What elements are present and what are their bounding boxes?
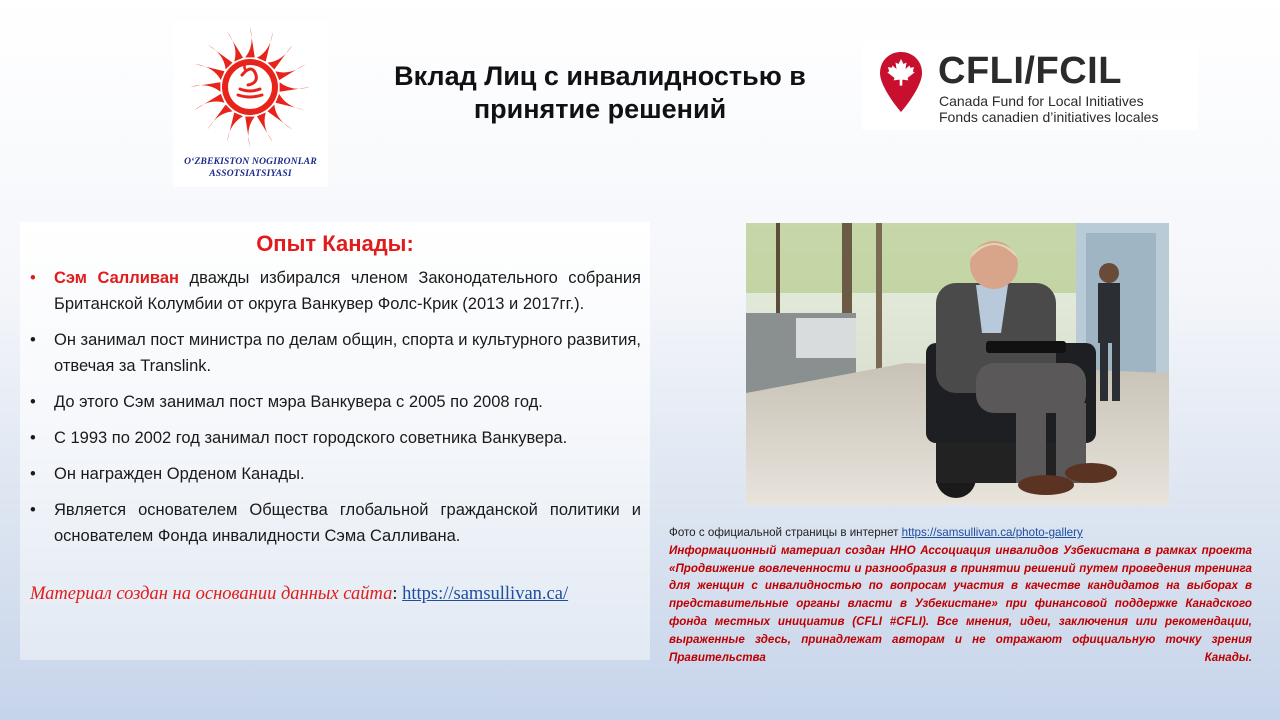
source-colon: :	[392, 584, 403, 604]
bullet-item	[28, 265, 641, 317]
bullet-text: Является основателем Общества глобальной гражданской политики и основателем Фонда инвалидности Сэма Салливана.	[54, 501, 641, 545]
sun-emblem-icon	[173, 21, 328, 161]
canada-experience-textbox	[20, 222, 650, 660]
bullet-item	[28, 425, 641, 451]
bullet-icon: •	[30, 393, 36, 411]
bullet-item	[28, 389, 641, 415]
bullet-list	[28, 265, 641, 559]
photo-gallery-link[interactable]: https://samsullivan.ca/photo-gallery	[901, 526, 1083, 539]
bullet-text: Он занимал пост министра по делам общин, спорта и культурного развития, отвечая за Translink.	[54, 331, 641, 375]
bullet-icon: •	[30, 429, 36, 447]
bullet-icon: •	[30, 501, 36, 519]
bullet-item	[28, 461, 641, 487]
bullet-icon: •	[30, 269, 36, 287]
uzbekistan-disability-association-logo	[173, 21, 328, 187]
maple-leaf-pin-icon	[878, 50, 924, 114]
disclaimer-text: Информационный материал создан ННО Ассоциация инвалидов Узбекистана в рамках проекта «Продвижение вовлеченности и разнообразия в принятии решений путем проведения тренинга для женщин с инвалидностью по вопросам участия в качестве кандидатов на выборах в представительные органы власти в Узбекистане» при финансовой поддержке Канадского фонда местных инициатив (CFLI #CFLI). Все мнения, идеи, заключения или рекомендации, выраженные здесь, принадлежат авторам и не отражают официальную точку зрения Правительства Канады.	[669, 543, 1252, 664]
bullet-text: До этого Сэм занимал пост мэра Ванкувера с 2005 по 2008 год.	[54, 393, 543, 411]
photo-source-line	[669, 524, 1252, 542]
source-line	[30, 584, 568, 605]
bullet-text: Он награжден Орденом Канады.	[54, 465, 305, 483]
section-heading: Опыт Канады:	[256, 231, 414, 256]
man-in-wheelchair-photo-icon	[746, 223, 1169, 505]
bullet-icon: •	[30, 465, 36, 483]
bullet-item	[28, 497, 641, 549]
source-label: Материал создан на основании данных сайта	[30, 584, 393, 604]
cfli-french-name: Fonds canadien d’initiatives locales	[939, 109, 1159, 125]
photo-man-in-wheelchair	[746, 223, 1169, 505]
logo-caption-line2: ASSOTSIATSIYASI	[209, 169, 292, 179]
source-link[interactable]: https://samsullivan.ca/	[402, 584, 569, 604]
page-title: Вклад Лиц с инвалидностью в принятие решений	[394, 61, 806, 124]
bullet-item	[28, 327, 641, 379]
cfli-brand-name: CFLI/FCIL	[938, 50, 1122, 92]
person-name: Сэм Салливан	[54, 269, 179, 287]
bullet-text: С 1993 по 2002 год занимал пост городского советника Ванкувера.	[54, 429, 568, 447]
cfli-logo	[862, 40, 1198, 130]
photo-caption	[669, 524, 1252, 666]
bullet-text: дважды избирался членом Законодательного собрания Британской Колумбии от округа Ванкувер Фолс-Крик (2013 и 2017гг.).	[54, 269, 641, 313]
photo-source-label: Фото с официальной страницы в интернет	[669, 526, 902, 539]
bullet-icon: •	[30, 331, 36, 349]
cfli-english-name: Canada Fund for Local Initiatives	[939, 93, 1144, 109]
logo-caption-line1: O‘ZBEKISTON NOGIRONLAR	[184, 157, 317, 167]
